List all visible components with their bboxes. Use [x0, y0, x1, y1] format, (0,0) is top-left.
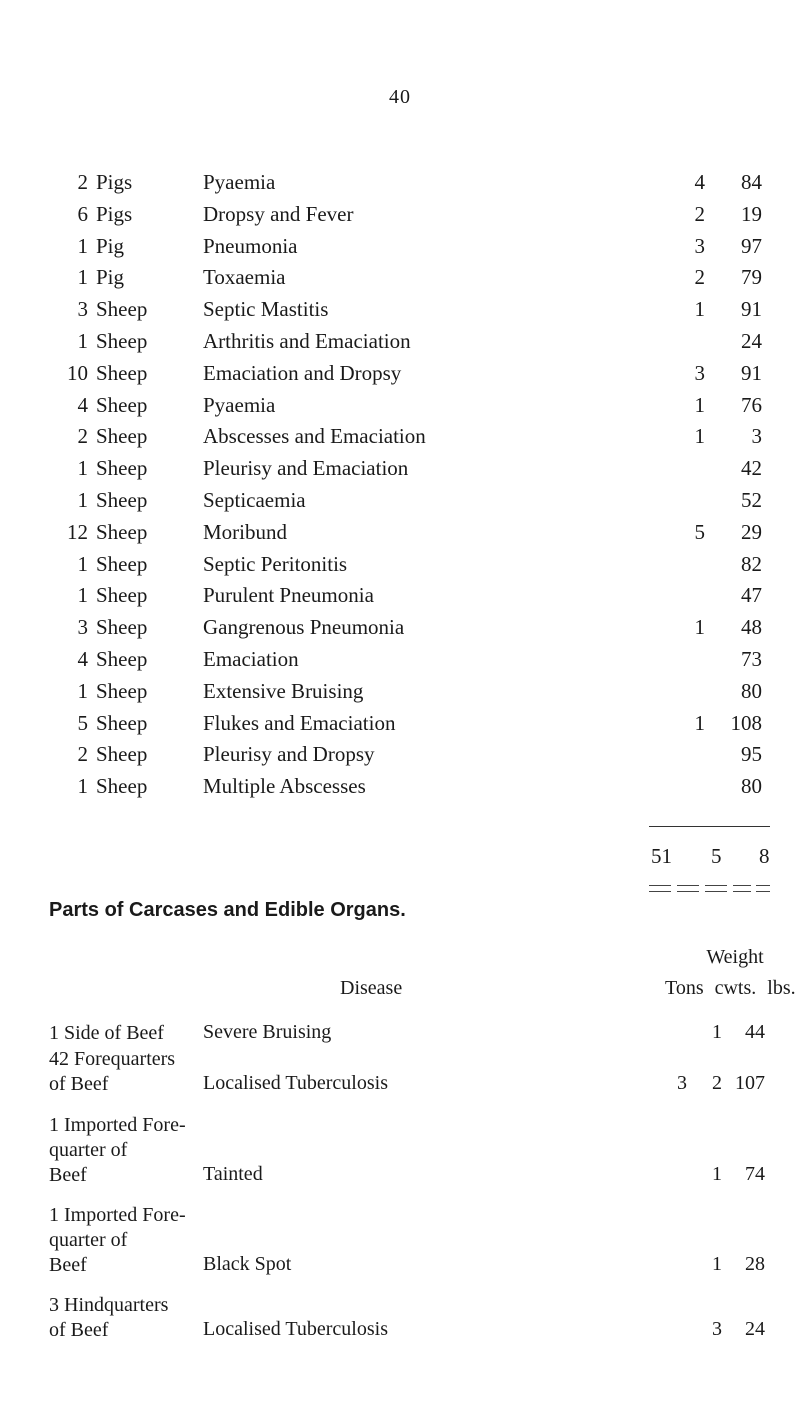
animal-cell: Sheep	[96, 710, 148, 735]
animal-cell: Sheep	[96, 678, 148, 703]
lbs-header: lbs.	[767, 977, 796, 999]
item-cell: 1 Side of Beef	[49, 1022, 164, 1044]
condition-cell: Emaciation and Dropsy	[203, 360, 402, 385]
lbs-cell: 91	[741, 297, 762, 322]
table-row	[0, 520, 800, 552]
total-cwt: 5	[711, 844, 722, 868]
table-row	[0, 456, 800, 488]
count-cell: 3	[77, 615, 88, 640]
item-cell: 1 Imported Fore- quarter of Beef	[49, 1114, 186, 1186]
count-cell: 2	[77, 170, 88, 194]
tons-cell: 3	[677, 1072, 687, 1094]
cwt-cell: 5	[694, 519, 705, 544]
item-cell: 1 Imported Fore- quarter of Beef	[49, 1204, 186, 1276]
table-row	[0, 297, 800, 329]
table-row	[0, 742, 800, 774]
lbs-cell: 76	[741, 392, 762, 417]
lbs-cell: 28	[745, 1253, 765, 1275]
animal-cell: Pigs	[96, 201, 133, 226]
count-cell: 1	[77, 551, 88, 576]
lbs-cell: 47	[741, 583, 762, 608]
condition-cell: Gangrenous Pneumonia	[203, 615, 405, 640]
condition-cell: Septicaemia	[203, 487, 306, 512]
item-cell: 3 Hindquarters of Beef	[49, 1294, 169, 1341]
disease-cell: Severe Bruising	[203, 1021, 332, 1043]
table-row	[0, 552, 800, 584]
condition-cell: Extensive Bruising	[203, 678, 364, 703]
section-title: Parts of Carcases and Edible Organs.	[49, 899, 406, 921]
units-header	[665, 977, 796, 1000]
condition-cell: Septic Peritonitis	[203, 551, 348, 576]
animal-cell: Sheep	[96, 742, 148, 767]
count-cell: 2	[77, 424, 88, 449]
total-double-rule	[756, 885, 770, 892]
animal-cell: Pigs	[96, 170, 133, 194]
table-row	[0, 170, 800, 202]
disease-cell: Tainted	[203, 1163, 263, 1185]
lbs-cell: 79	[741, 265, 762, 290]
cwt-cell: 1	[694, 424, 705, 449]
lbs-cell: 3	[751, 424, 762, 449]
lbs-cell: 97	[741, 233, 762, 258]
condition-cell: Emaciation	[203, 646, 299, 671]
lbs-cell: 29	[741, 519, 762, 544]
count-cell: 12	[67, 519, 88, 544]
animal-cell: Sheep	[96, 487, 148, 512]
count-cell: 1	[77, 233, 88, 258]
condition-cell: Septic Mastitis	[203, 297, 329, 322]
condition-cell: Pleurisy and Emaciation	[203, 456, 409, 481]
table-row	[0, 329, 800, 361]
animal-cell: Pig	[96, 233, 125, 258]
total-row	[0, 844, 800, 874]
animal-cell: Sheep	[96, 360, 148, 385]
count-cell: 10	[67, 360, 88, 385]
condition-cell: Toxaemia	[203, 265, 286, 290]
total-double-rule	[733, 885, 751, 892]
total-rule	[649, 826, 770, 827]
count-cell: 1	[77, 487, 88, 512]
lbs-cell: 84	[741, 170, 762, 194]
disease-cell: Black Spot	[203, 1253, 292, 1275]
cwt-cell: 2	[694, 265, 705, 290]
total-double-rule	[677, 885, 699, 892]
carcass-table	[0, 170, 800, 806]
table-row	[0, 234, 800, 266]
lbs-cell: 82	[741, 551, 762, 576]
count-cell: 1	[77, 265, 88, 290]
table-row	[0, 774, 800, 806]
lbs-cell: 95	[741, 742, 762, 767]
lbs-cell: 73	[741, 646, 762, 671]
table-row	[0, 265, 800, 297]
total-tons: 51	[651, 844, 672, 868]
cwt-cell: 2	[694, 201, 705, 226]
lbs-cell: 80	[741, 774, 762, 799]
total-lbs: 8	[759, 844, 770, 868]
count-cell: 1	[77, 328, 88, 353]
lbs-cell: 107	[735, 1072, 765, 1094]
condition-cell: Pneumonia	[203, 233, 298, 258]
condition-cell: Arthritis and Emaciation	[203, 328, 411, 353]
tons-header: Tons	[665, 977, 704, 999]
animal-cell: Pig	[96, 265, 125, 290]
cwt-cell: 1	[712, 1021, 722, 1043]
animal-cell: Sheep	[96, 615, 148, 640]
disease-cell: Localised Tuberculosis	[203, 1318, 388, 1340]
cwt-cell: 1	[694, 392, 705, 417]
cwt-cell: 1	[712, 1163, 722, 1185]
table-row	[0, 488, 800, 520]
table-row	[0, 393, 800, 425]
condition-cell: Multiple Abscesses	[203, 774, 366, 799]
condition-cell: Flukes and Emaciation	[203, 710, 396, 735]
count-cell: 2	[77, 742, 88, 767]
animal-cell: Sheep	[96, 424, 148, 449]
lbs-cell: 42	[741, 456, 762, 481]
lbs-cell: 24	[741, 328, 762, 353]
condition-cell: Pleurisy and Dropsy	[203, 742, 375, 767]
animal-cell: Sheep	[96, 297, 148, 322]
lbs-cell: 74	[745, 1163, 765, 1185]
count-cell: 3	[77, 297, 88, 322]
count-cell: 1	[77, 456, 88, 481]
count-cell: 6	[77, 201, 88, 226]
animal-cell: Sheep	[96, 646, 148, 671]
condition-cell: Pyaemia	[203, 392, 276, 417]
animal-cell: Sheep	[96, 774, 148, 799]
animal-cell: Sheep	[96, 519, 148, 544]
table-row	[0, 583, 800, 615]
table-row	[0, 711, 800, 743]
cwt-cell: 3	[694, 360, 705, 385]
lbs-cell: 44	[745, 1021, 765, 1043]
cwt-cell: 1	[712, 1253, 722, 1275]
total-double-rule	[705, 885, 727, 892]
lbs-cell: 19	[741, 201, 762, 226]
animal-cell: Sheep	[96, 583, 148, 608]
disease-cell: Localised Tuberculosis	[203, 1072, 388, 1094]
table-row	[0, 615, 800, 647]
condition-cell: Pyaemia	[203, 170, 276, 194]
count-cell: 1	[77, 678, 88, 703]
cwt-cell: 1	[694, 615, 705, 640]
condition-cell: Moribund	[203, 519, 287, 544]
lbs-cell: 48	[741, 615, 762, 640]
count-cell: 4	[77, 392, 88, 417]
table-row	[0, 361, 800, 393]
table-row	[0, 647, 800, 679]
count-cell: 1	[77, 583, 88, 608]
lbs-cell: 52	[741, 487, 762, 512]
count-cell: 5	[77, 710, 88, 735]
count-cell: 4	[77, 646, 88, 671]
cwt-cell: 4	[694, 170, 705, 194]
condition-cell: Purulent Pneumonia	[203, 583, 374, 608]
animal-cell: Sheep	[96, 456, 148, 481]
table-row	[0, 679, 800, 711]
cwt-cell: 1	[694, 297, 705, 322]
page-number: 40	[389, 86, 411, 108]
table-row	[0, 202, 800, 234]
cwt-cell: 2	[712, 1072, 722, 1094]
cwts-header: cwts.	[714, 977, 757, 999]
table-row	[0, 424, 800, 456]
animal-cell: Sheep	[96, 551, 148, 576]
condition-cell: Abscesses and Emaciation	[203, 424, 426, 449]
count-cell: 1	[77, 774, 88, 799]
cwt-cell: 3	[694, 233, 705, 258]
lbs-cell: 91	[741, 360, 762, 385]
lbs-cell: 80	[741, 678, 762, 703]
lbs-cell: 24	[745, 1318, 765, 1340]
condition-cell: Dropsy and Fever	[203, 201, 354, 226]
cwt-cell: 1	[694, 710, 705, 735]
weight-header: Weight	[706, 946, 764, 968]
total-double-rule	[649, 885, 671, 892]
disease-header: Disease	[340, 977, 403, 999]
cwt-cell: 3	[712, 1318, 722, 1340]
animal-cell: Sheep	[96, 328, 148, 353]
animal-cell: Sheep	[96, 392, 148, 417]
lbs-cell: 108	[730, 710, 762, 735]
item-cell: 42 Forequarters of Beef	[49, 1048, 176, 1095]
